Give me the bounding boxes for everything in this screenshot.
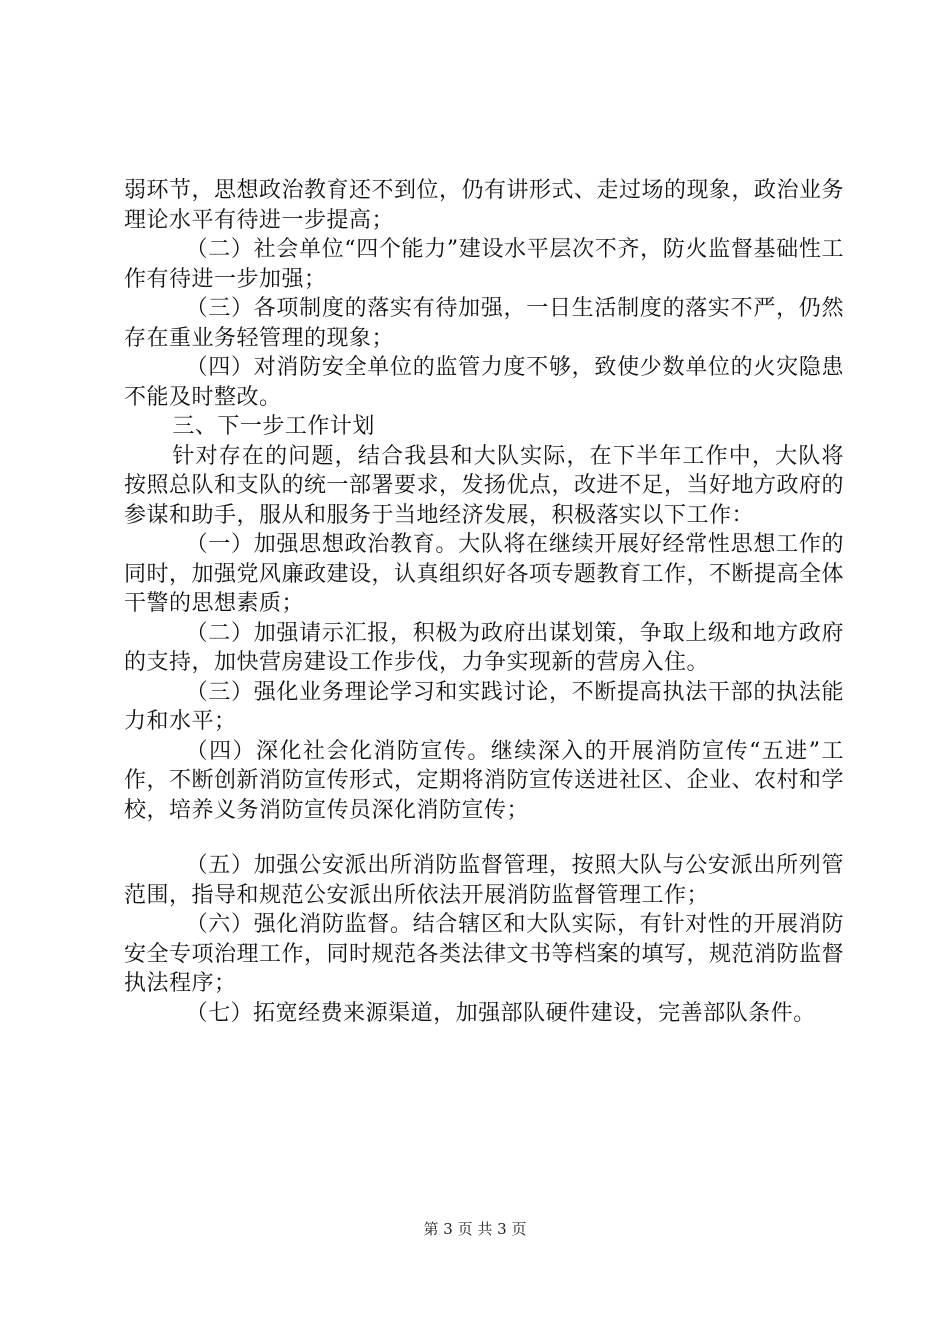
paragraph-plan-3: （三）强化业务理论学习和实践讨论，不断提高执法干部的执法能力和水平； [124, 679, 844, 734]
document-body [124, 176, 844, 1028]
page-footer: 第 3 页 共 3 页 [423, 1220, 527, 1238]
paragraph-plan-4: （四）深化社会化消防宣传。继续深入的开展消防宣传“五进”工作，不断创新消防宣传形式，定期将消防宣传送进社区、企业、农村和学校，培养义务消防宣传员深化消防宣传； [124, 738, 845, 823]
paragraph-plan-2: （二）加强请示汇报，积极为政府出谋划策，争取上级和地方政府的支持，加快营房建设工作步伐，力争实现新的营房入住。 [124, 620, 844, 675]
paragraph-continuation: 弱环节，思想政治教育还不到位，仍有讲形式、走过场的现象，政治业务理论水平有待进一步提高； [124, 178, 845, 233]
paragraph-plan-intro: 针对存在的问题，结合我县和大队实际，在下半年工作中，大队将按照总队和支队的统一部署要求，发扬优点，改进不足，当好地方政府的参谋和助手，服从和服务于当地经济发展，积极落实以下工作： [124, 443, 845, 528]
paragraph-problem-4: （四）对消防安全单位的监管力度不够，致使少数单位的火灾隐患不能及时整改。 [124, 355, 844, 410]
paragraph-problem-3: （三）各项制度的落实有待加强，一日生活制度的落实不严，仍然存在重业务轻管理的现象； [124, 296, 844, 351]
paragraph-gap [124, 825, 844, 851]
paragraph-plan-5: （五）加强公安派出所消防监督管理，按照大队与公安派出所列管范围，指导和规范公安派出所依法开展消防监督管理工作； [124, 853, 844, 908]
paragraph-plan-7: （七）拓宽经费来源渠道，加强部队硬件建设，完善部队条件。 [185, 1000, 816, 1026]
paragraph-problem-2: （二）社会单位“四个能力”建设水平层次不齐，防火监督基础性工作有待进一步加强； [124, 237, 844, 292]
paragraph-plan-1: （一）加强思想政治教育。大队将在继续开展好经常性思想工作的同时，加强党风廉政建设，认真组织好各项专题教育工作，不断提高全体干警的思想素质； [124, 532, 845, 616]
paragraph-plan-6: （六）强化消防监督。结合辖区和大队实际，有针对性的开展消防安全专项治理工作，同时规范各类法律文书等档案的填写，规范消防监督执法程序； [124, 912, 845, 996]
section-heading-next-steps: 三、下一步工作计划 [172, 414, 375, 439]
